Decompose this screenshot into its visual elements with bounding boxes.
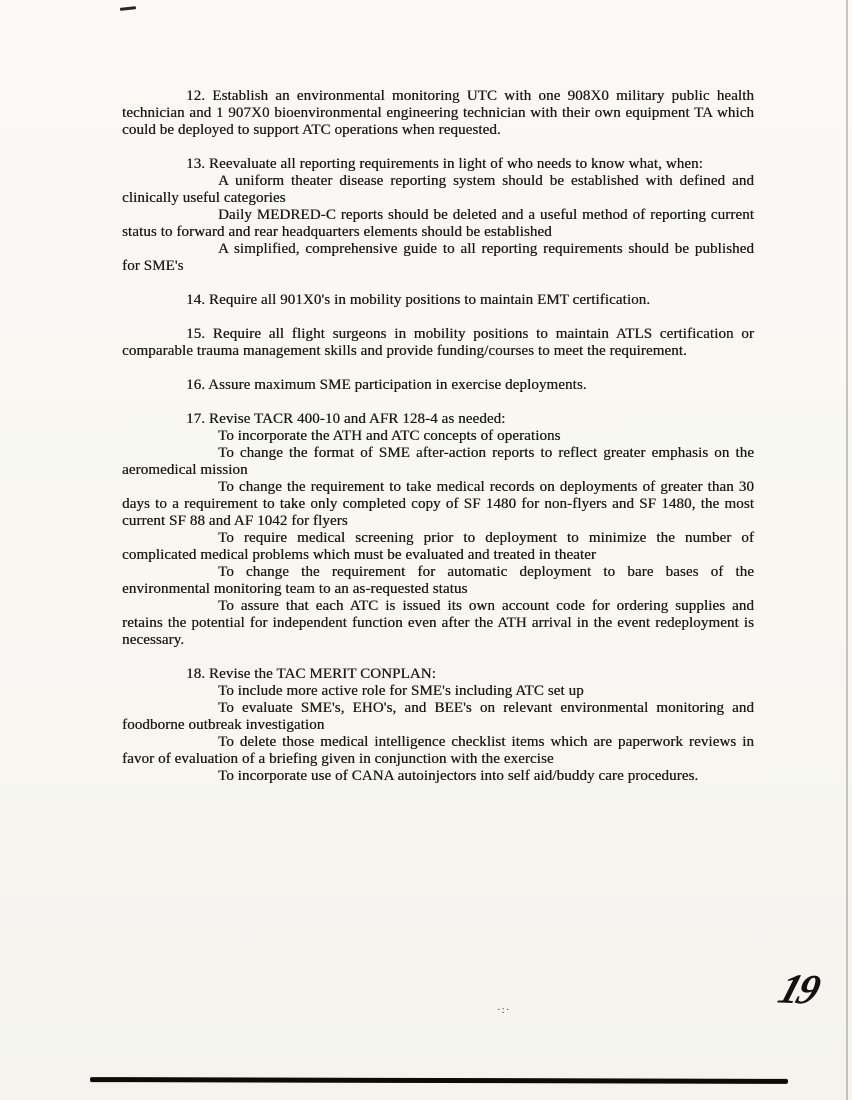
- scan-artifact-dots: ·:·: [497, 1004, 511, 1016]
- sub-paragraph: To incorporate the ATH and ATC concepts of operations: [218, 428, 561, 444]
- sub-paragraph: A simplified, comprehensive guide to all reporting requirements should be published for SME's: [122, 241, 754, 274]
- sub-paragraph: To include more active role for SME's including ATC set up: [218, 683, 584, 699]
- sub-paragraph: To evaluate SME's, EHO's, and BEE's on relevant environmental monitoring and foodborne outbreak investigation: [122, 700, 754, 733]
- sub-paragraph: To change the format of SME after-action reports to reflect greater emphasis on the aeromedical mission: [122, 445, 754, 478]
- numbered-paragraph: 13. Reevaluate all reporting requirements in light of who needs to know what, when:: [186, 156, 703, 172]
- sub-paragraph: Daily MEDRED-C reports should be deleted and a useful method of reporting current status to forward and rear headquarters elements should be established: [122, 207, 754, 240]
- handwritten-page-number: 19: [772, 966, 824, 1014]
- numbered-paragraph: 12. Establish an environmental monitoring UTC with one 908X0 military public health technician and 1 907X0 bioenvironmental engineering technician with their own equipment TA which could be deployed to support ATC operations when requested.: [122, 88, 754, 138]
- sub-paragraph: To assure that each ATC is issued its own account code for ordering supplies and retains the potential for independent function even after the ATH arrival in the event redeployment is necessary.: [122, 598, 754, 648]
- numbered-paragraph: 18. Revise the TAC MERIT CONPLAN:: [186, 666, 436, 682]
- scan-edge-line-right: [846, 0, 848, 1100]
- numbered-paragraph: 15. Require all flight surgeons in mobility positions to maintain ATLS certification or comparable trauma management skills and provide funding/courses to meet the requirement.: [122, 326, 754, 359]
- sub-paragraph: To change the requirement for automatic deployment to bare bases of the environmental monitoring team to an as-requested status: [122, 564, 754, 597]
- numbered-paragraph: 17. Revise TACR 400-10 and AFR 128-4 as needed:: [186, 411, 506, 427]
- numbered-paragraph: 14. Require all 901X0's in mobility positions to maintain EMT certification.: [186, 292, 651, 308]
- numbered-paragraph: 16. Assure maximum SME participation in exercise deployments.: [186, 377, 587, 393]
- sub-paragraph: To require medical screening prior to deployment to minimize the number of complicated medical problems which must be evaluated and treated in theater: [122, 530, 754, 563]
- sub-paragraph: To delete those medical intelligence checklist items which are paperwork reviews in favor of evaluation of a briefing given in conjunction with the exercise: [122, 734, 754, 767]
- sub-paragraph: To change the requirement to take medical records on deployments of greater than 30 days to a requirement to take only completed copy of SF 1480 for non-flyers and SF 1480, the most current SF 88 and AF 1042 for flyers: [122, 479, 754, 529]
- sub-paragraph: To incorporate use of CANA autoinjectors into self aid/buddy care procedures.: [218, 768, 699, 784]
- document-body: [122, 88, 754, 785]
- sub-paragraph: A uniform theater disease reporting system should be established with defined and clinically useful categories: [122, 173, 754, 206]
